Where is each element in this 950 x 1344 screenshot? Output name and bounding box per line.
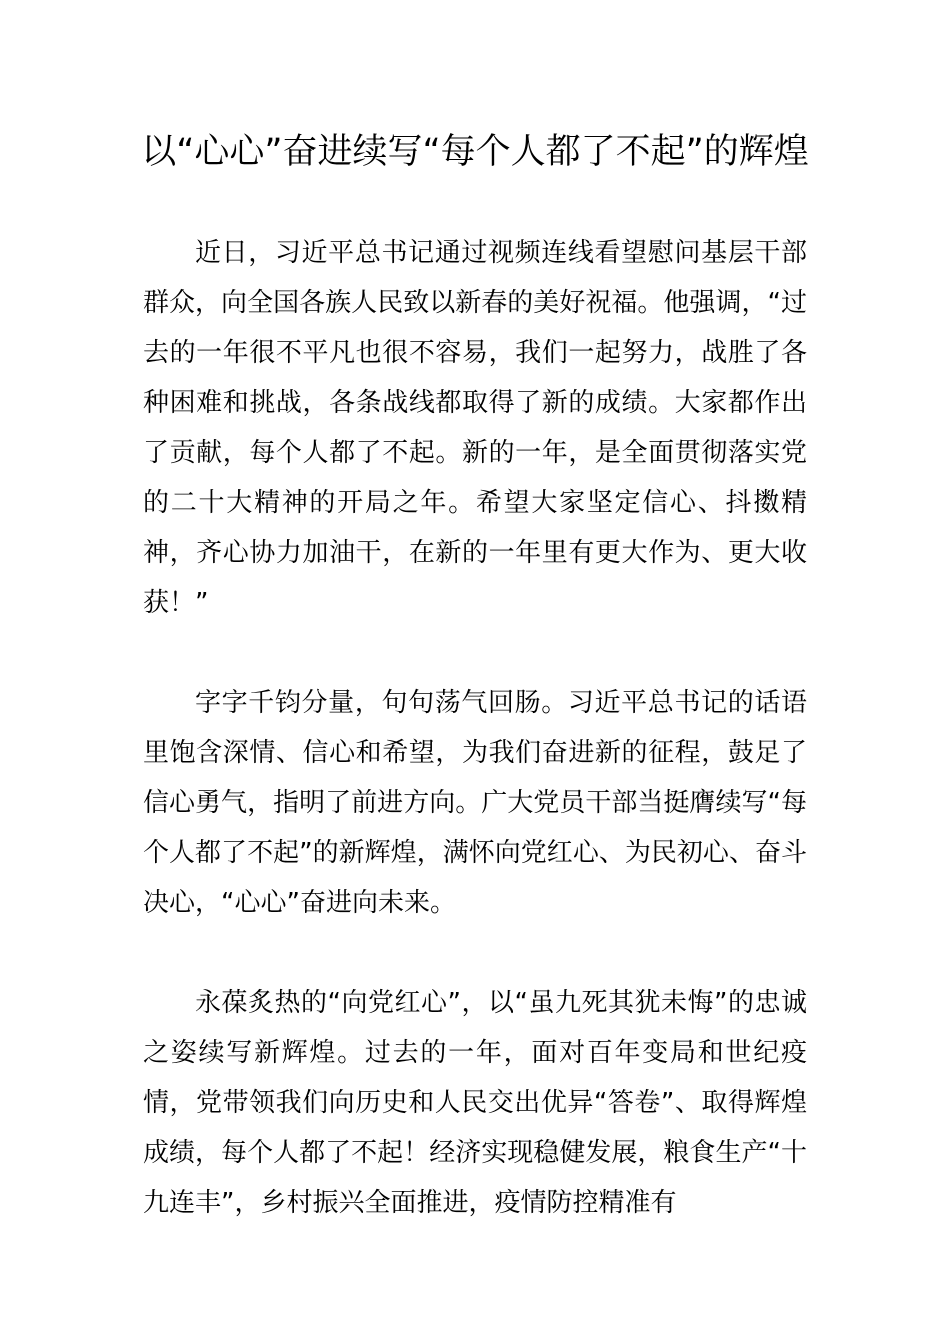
paragraph-2: 字字千钧分量，句句荡气回肠。习近平总书记的话语里饱含深情、信心和希望，为我们奋进新的征程，鼓足了信心勇气，指明了前进方向。广大党员干部当挺膺续写“每个人都了不起”的新辉煌，满怀向党红心、为民初心、奋斗决心，“心心”奋进向未来。 xyxy=(143,688,807,918)
paragraph-3: 永葆炙热的“向党红心”，以“虽九死其犹未悔”的忠诚之姿续写新辉煌。过去的一年，面对百年变局和世纪疫情，党带领我们向历史和人民交出优异“答卷”、取得辉煌成绩，每个人都了不起！经济实现稳健发展，粮食生产“十九连丰”，乡村振兴全面推进，疫情防控精准有 xyxy=(143,988,807,1218)
paragraph-1: 近日，习近平总书记通过视频连线看望慰问基层干部群众，向全国各族人民致以新春的美好祝福。他强调，“过去的一年很不平凡也很不容易，我们一起努力，战胜了各种困难和挑战，各条战线都取得了新的成绩。大家都作出了贡献，每个人都了不起。新的一年，是全面贯彻落实党的二十大精神的开局之年。希望大家坚定信心、抖擞精神，齐心协力加油干，在新的一年里有更大作为、更大收获！” xyxy=(143,238,807,618)
document-title: 以“心心”奋进续写“每个人都了不起”的辉煌 xyxy=(141,132,809,172)
document-body xyxy=(143,228,807,1278)
